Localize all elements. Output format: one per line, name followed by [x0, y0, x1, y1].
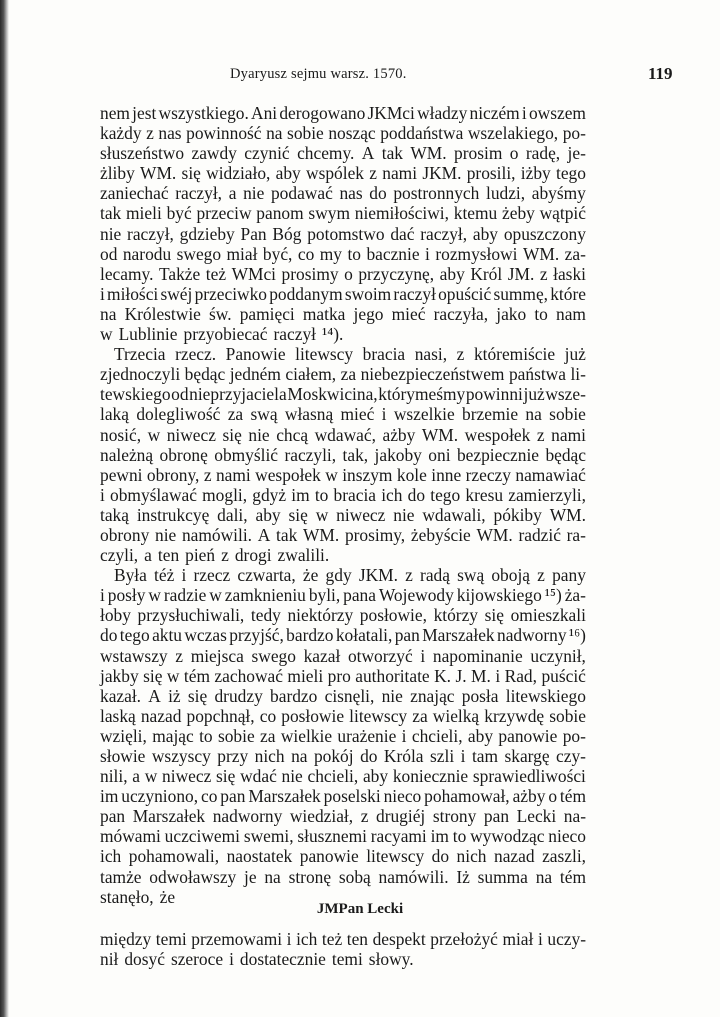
text-line: zaniechać raczył, a nie podawać nas do postronnych ludzi, abyśmy [100, 183, 586, 204]
text-line: tak mieli być przeciw panom swym niemiłościwi, ktemu żeby wątpić [100, 203, 586, 224]
text-line: i posły w radzie w zamknieniu byli, pana Wojewody kijowskiego ¹⁵) ża- [100, 585, 586, 606]
paragraph [100, 929, 586, 969]
text-line: tamże odwoławszy je na stronę sobą namówili. Iż summa na tém [100, 866, 586, 887]
text-line: tewskiego od nieprzyjaciela Moskwicina, którymeśmy powinni już wsze- [100, 384, 586, 405]
text-line: stanęło, że [100, 886, 176, 907]
text-line: laką dolegliwość za swą własną mieć i wszelkie brzemie na sobie [100, 404, 586, 425]
text-line: pewni obrony, z nami wespołek w inszym kole inne rzeczy namawiać [100, 464, 586, 485]
text-line: laską nazad popchnął, co posłowie litewscy za wielką krzywdę sobie [100, 705, 586, 726]
page-binding-edge [0, 0, 9, 1017]
text-line: łoby przysłuchiwali, tedy niektórzy posłowie, którzy się omieszkali [100, 605, 586, 626]
text-line: nie raczył, gdzieby Pan Bóg potomstwo dać raczył, aby opuszczony [100, 223, 586, 244]
main-text-block [100, 103, 586, 907]
text-line: każdy z nas powinność na sobie nosząc poddaństwa wszelakiego, po- [100, 123, 586, 144]
text-line: Była téż i rzecz czwarta, że gdy JKM. z radą swą obоją z pany [114, 565, 586, 586]
text-line: nem jest wszystkiego. Ani derogowano JKMci władzy niczém i owszem [100, 103, 586, 123]
text-line: taką instrukcyę dali, aby się w niwecz nie wdawali, pókiby WM. [100, 504, 586, 525]
text-line: słowie wszyscy przy nich na pokój do Króla szli i tam skargę czy- [100, 746, 586, 766]
text-line: pan Marszałek nadworny wiedział, z drugiéj strony pan Lecki na- [100, 806, 586, 827]
text-line: ich pohamowali, naostatek panowie litewscy do nich nazad zaszli, [100, 846, 586, 867]
paragraph [100, 103, 586, 344]
text-line: wzięli, mając to sobie za wielkie urażenie i chcieli, aby panowie po- [100, 725, 586, 746]
text-line: i obmyślawać mogli, gdyż im to bracia ich do tego kresu zamierzyli, [100, 484, 586, 505]
paragraph [100, 565, 586, 907]
speaker-heading: JMPan Lecki [316, 901, 404, 917]
text-line: między temi przemowami i ich też ten despekt przełożyć miał i uczy- [100, 929, 586, 949]
text-line: i miłości swéj przeciwko poddanym swoim raczył opuścić summę, które [100, 283, 586, 304]
text-line: na Królestwie św. pamięci matka jego mieć raczyła, jako to nam [100, 303, 586, 324]
text-line: do tego aktu wczas przyjść, bardzo kołatali, pan Marszałek nadworny ¹⁶) [100, 625, 586, 646]
text-line: nił dosyć szeroce i dostatecznie temi słowy. [100, 949, 414, 970]
text-line: zjednoczyli będąc jedném ciałem, za niebezpieczeństwem państwa li- [100, 364, 586, 385]
text-line: lecamy. Także też WMci prosimy o przyczynę, aby Król JM. z łaski [100, 263, 586, 284]
running-title: Dyaryusz sejmu warsz. 1570. [230, 66, 407, 82]
closing-text-block [100, 929, 586, 969]
text-line: żliby WM. się widziało, aby wspólek z nami JKM. prosili, iżby tego [100, 163, 586, 184]
paragraph [100, 344, 586, 565]
text-line: słuszeństwo zawdy czynić chcemy. A tak WM. prosim o radę, je- [100, 143, 586, 164]
text-line: im uczyniono, co pan Marszałek poselski nieco pohamował, ażby o tém [100, 786, 586, 807]
text-line: jakby się w tém zachować mieli pro authoritate K. J. M. i Rad, puścić [100, 665, 586, 686]
text-line: od narodu swego miał być, co my to bacznie i rozmysłowi WM. za- [100, 243, 586, 264]
text-line: Trzecia rzecz. Panowie litewscy bracia nasi, z któremiście już [114, 344, 586, 365]
text-line: czyli, a ten pień z drogi zwalili. [100, 545, 330, 566]
page-header [0, 64, 720, 86]
text-line: kazał. A iż się drudzy bardzo cisnęli, nie znając posła litewskiego [100, 685, 586, 706]
text-line: obrony nie namówili. A tak WM. prosimy, żebyście WM. radzić ra- [100, 524, 586, 545]
text-line: wstawszy z miejsca swego kazał otworzyć i napominanie uczynił, [100, 645, 586, 666]
text-line: mówami uczciwemi swemi, słusznemi racyami im to wywodząc nieco [100, 826, 586, 847]
text-line: nosić, w niwecz się nie chcą wdawać, ażby WM. wespołek z nami [100, 424, 586, 445]
page-number: 119 [648, 64, 673, 83]
text-line: w Lublinie przyobiecać raczył ¹⁴). [100, 324, 344, 345]
text-line: należną obronę obmyślić raczyli, tak, jakoby oni bezpiecznie będąc [100, 444, 586, 465]
text-line: nili, a w niwecz się wdać nie chcieli, aby koniecznie sprawiedliwości [100, 766, 586, 787]
